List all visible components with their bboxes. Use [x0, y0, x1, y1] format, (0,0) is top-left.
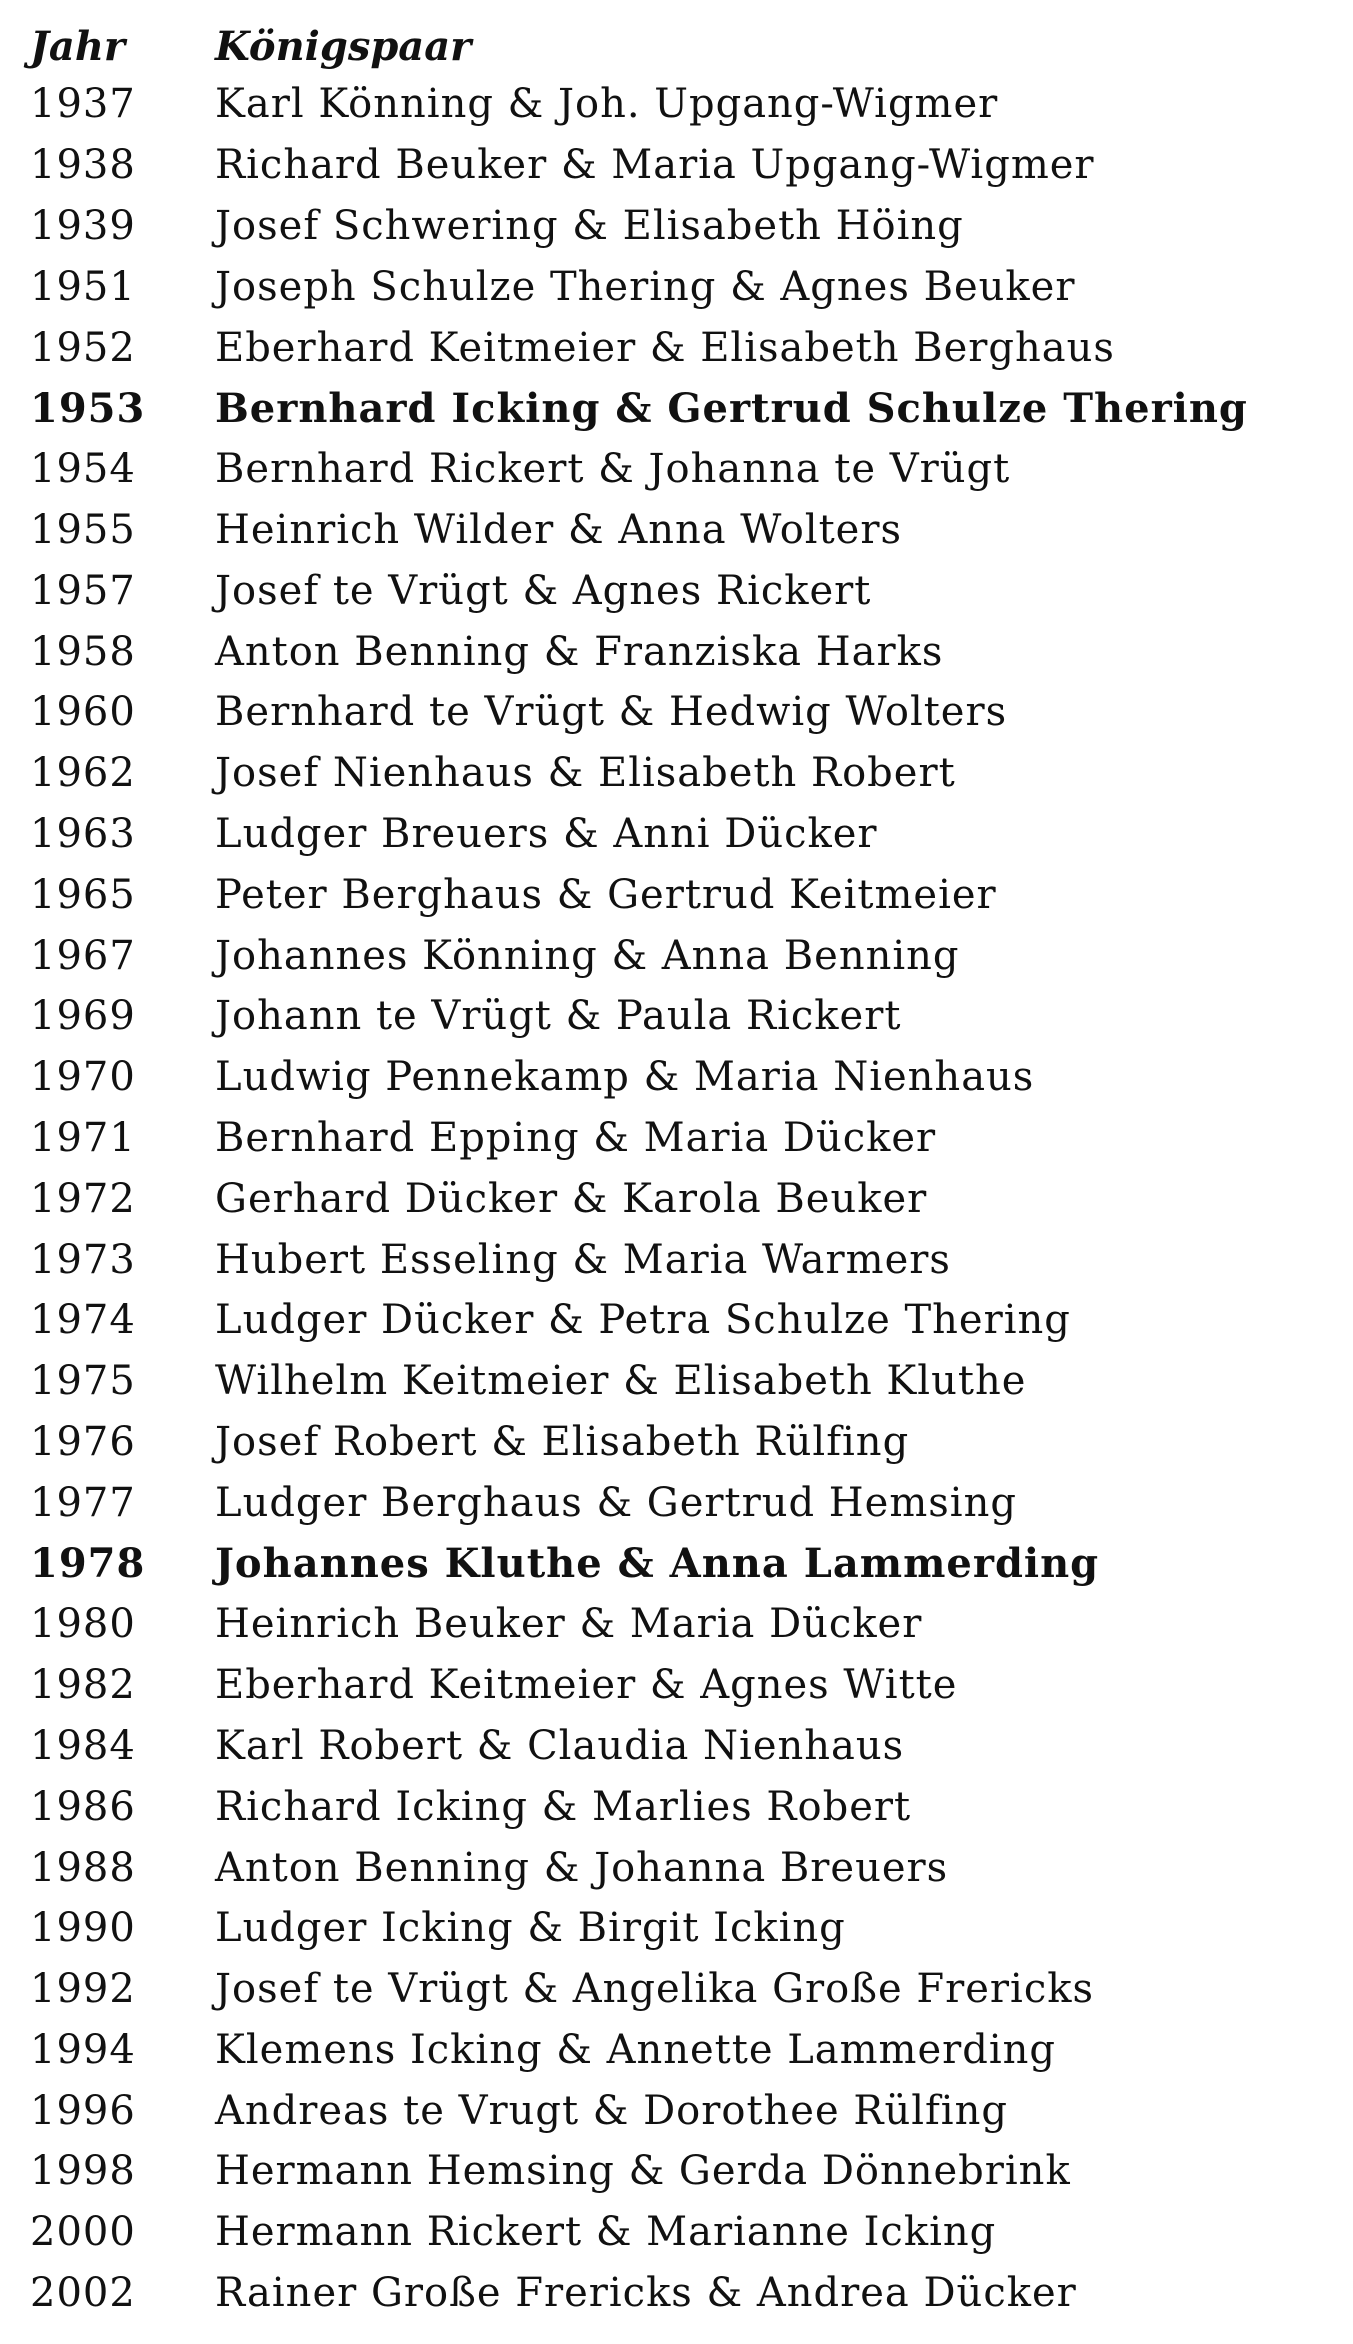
couple-cell: Josef Robert & Elisabeth Rülfing [215, 1418, 910, 1465]
table-header [30, 18, 1330, 74]
couple-cell: Bernhard Icking & Gertrud Schulze Thering [215, 384, 1248, 432]
couple-cell: Karl Könning & Joh. Upgang-Wigmer [215, 81, 999, 128]
year-cell: 1957 [30, 567, 136, 614]
table-row [30, 1290, 1330, 1351]
couple-cell: Bernhard te Vrügt & Hedwig Wolters [215, 689, 1008, 736]
year-cell: 1953 [30, 384, 146, 432]
table-row [30, 1959, 1330, 2020]
table-row [30, 1655, 1330, 1716]
year-cell: 1962 [30, 750, 136, 797]
year-cell: 1971 [30, 1114, 136, 1161]
table-row [30, 1837, 1330, 1898]
year-cell: 1973 [30, 1236, 136, 1283]
table-row [30, 1351, 1330, 1412]
couple-cell: Heinrich Beuker & Maria Dücker [215, 1601, 923, 1648]
couple-cell: Karl Robert & Claudia Nienhaus [215, 1722, 905, 1769]
table-row [30, 1229, 1330, 1290]
table-row [30, 500, 1330, 561]
year-cell: 1954 [30, 446, 136, 493]
couple-cell: Johannes Kluthe & Anna Lammerding [215, 1540, 1100, 1588]
couple-cell: Hermann Hemsing & Gerda Dönnebrink [215, 2148, 1071, 2195]
table-row [30, 986, 1330, 1047]
table-row [30, 1716, 1330, 1777]
couple-cell: Eberhard Keitmeier & Elisabeth Berghaus [215, 324, 1115, 371]
couple-cell: Anton Benning & Franziska Harks [215, 628, 944, 675]
table-row [30, 196, 1330, 257]
year-cell: 1976 [30, 1418, 136, 1465]
year-cell: 1970 [30, 1054, 136, 1101]
couple-cell: Johann te Vrügt & Paula Rickert [215, 993, 902, 1040]
table-row [30, 1168, 1330, 1229]
couple-cell: Ludger Breuers & Anni Dücker [215, 810, 878, 857]
year-cell: 1972 [30, 1175, 136, 1222]
couple-cell: Ludger Dücker & Petra Schulze Thering [215, 1297, 1071, 1344]
couple-cell: Richard Icking & Marlies Robert [215, 1783, 912, 1830]
couple-cell: Rainer Große Frericks & Andrea Dücker [215, 2270, 1077, 2317]
couple-cell: Ludger Berghaus & Gertrud Hemsing [215, 1479, 1017, 1526]
table-row [30, 2020, 1330, 2081]
couple-cell: Richard Beuker & Maria Upgang-Wigmer [215, 142, 1095, 189]
year-cell: 1980 [30, 1601, 136, 1648]
year-cell: 1975 [30, 1358, 136, 1405]
table-row [30, 2202, 1330, 2263]
couple-cell: Josef te Vrügt & Angelika Große Frericks [215, 1966, 1094, 2013]
year-cell: 1978 [30, 1540, 146, 1588]
couple-cell: Gerhard Dücker & Karola Beuker [215, 1175, 928, 1222]
couple-cell: Josef Schwering & Elisabeth Höing [215, 202, 964, 249]
couple-cell: Ludwig Pennekamp & Maria Nienhaus [215, 1054, 1035, 1101]
table-row [30, 1776, 1330, 1837]
table-row [30, 743, 1330, 804]
table-row [30, 1594, 1330, 1655]
table-row [30, 74, 1330, 135]
year-cell: 1951 [30, 263, 136, 310]
couple-cell: Andreas te Vrugt & Dorothee Rülfing [215, 2087, 1008, 2134]
year-cell: 1955 [30, 506, 136, 553]
table-row [30, 864, 1330, 925]
year-cell: 1960 [30, 689, 136, 736]
table-row [30, 439, 1330, 500]
couple-cell: Bernhard Epping & Maria Dücker [215, 1114, 937, 1161]
couple-cell: Hubert Esseling & Maria Warmers [215, 1236, 951, 1283]
couple-cell: Hermann Rickert & Marianne Icking [215, 2209, 997, 2256]
year-cell: 1974 [30, 1297, 136, 1344]
year-cell: 1952 [30, 324, 136, 371]
year-cell: 1996 [30, 2087, 136, 2134]
year-cell: 1994 [30, 2026, 136, 2073]
year-cell: 1998 [30, 2148, 136, 2195]
table-row [30, 1412, 1330, 1473]
year-cell: 1982 [30, 1662, 136, 1709]
table-row [30, 1108, 1330, 1169]
table-row [30, 560, 1330, 621]
couple-cell: Joseph Schulze Thering & Agnes Beuker [215, 263, 1076, 310]
table-row [30, 1472, 1330, 1533]
couple-cell: Heinrich Wilder & Anna Wolters [215, 506, 902, 553]
table-row [30, 1533, 1330, 1594]
year-cell: 1986 [30, 1783, 136, 1830]
couple-column-header: Königspaar [215, 22, 472, 70]
couple-cell: Ludger Icking & Birgit Icking [215, 1905, 846, 1952]
year-cell: 1965 [30, 871, 136, 918]
table-row [30, 1047, 1330, 1108]
year-cell: 1984 [30, 1722, 136, 1769]
table-row [30, 1898, 1330, 1959]
year-cell: 1937 [30, 81, 136, 128]
couple-cell: Anton Benning & Johanna Breuers [215, 1844, 949, 1891]
table-row [30, 804, 1330, 865]
year-cell: 2002 [30, 2270, 136, 2317]
year-cell: 1958 [30, 628, 136, 675]
table-row [30, 135, 1330, 196]
table-row [30, 2141, 1330, 2202]
couple-cell: Johannes Könning & Anna Benning [215, 932, 960, 979]
year-cell: 1990 [30, 1905, 136, 1952]
couple-cell: Klemens Icking & Annette Lammerding [215, 2026, 1057, 2073]
year-cell: 1992 [30, 1966, 136, 2013]
table-row [30, 256, 1330, 317]
couple-cell: Bernhard Rickert & Johanna te Vrügt [215, 446, 1011, 493]
couple-cell: Peter Berghaus & Gertrud Keitmeier [215, 871, 997, 918]
koenigspaar-table [30, 18, 1330, 2323]
couple-cell: Josef te Vrügt & Agnes Rickert [215, 567, 872, 614]
year-cell: 1938 [30, 142, 136, 189]
year-cell: 1969 [30, 993, 136, 1040]
year-cell: 1939 [30, 202, 136, 249]
table-row [30, 621, 1330, 682]
table-row [30, 317, 1330, 378]
table-row [30, 378, 1330, 439]
year-cell: 1977 [30, 1479, 136, 1526]
couple-cell: Josef Nienhaus & Elisabeth Robert [215, 750, 956, 797]
year-cell: 2000 [30, 2209, 136, 2256]
year-column-header: Jahr [30, 22, 125, 70]
table-row [30, 925, 1330, 986]
couple-cell: Wilhelm Keitmeier & Elisabeth Kluthe [215, 1358, 1027, 1405]
year-cell: 1963 [30, 810, 136, 857]
table-row [30, 682, 1330, 743]
year-cell: 1988 [30, 1844, 136, 1891]
couple-cell: Eberhard Keitmeier & Agnes Witte [215, 1662, 958, 1709]
table-row [30, 2080, 1330, 2141]
year-cell: 1967 [30, 932, 136, 979]
table-row [30, 2263, 1330, 2324]
table-body [30, 74, 1330, 2323]
